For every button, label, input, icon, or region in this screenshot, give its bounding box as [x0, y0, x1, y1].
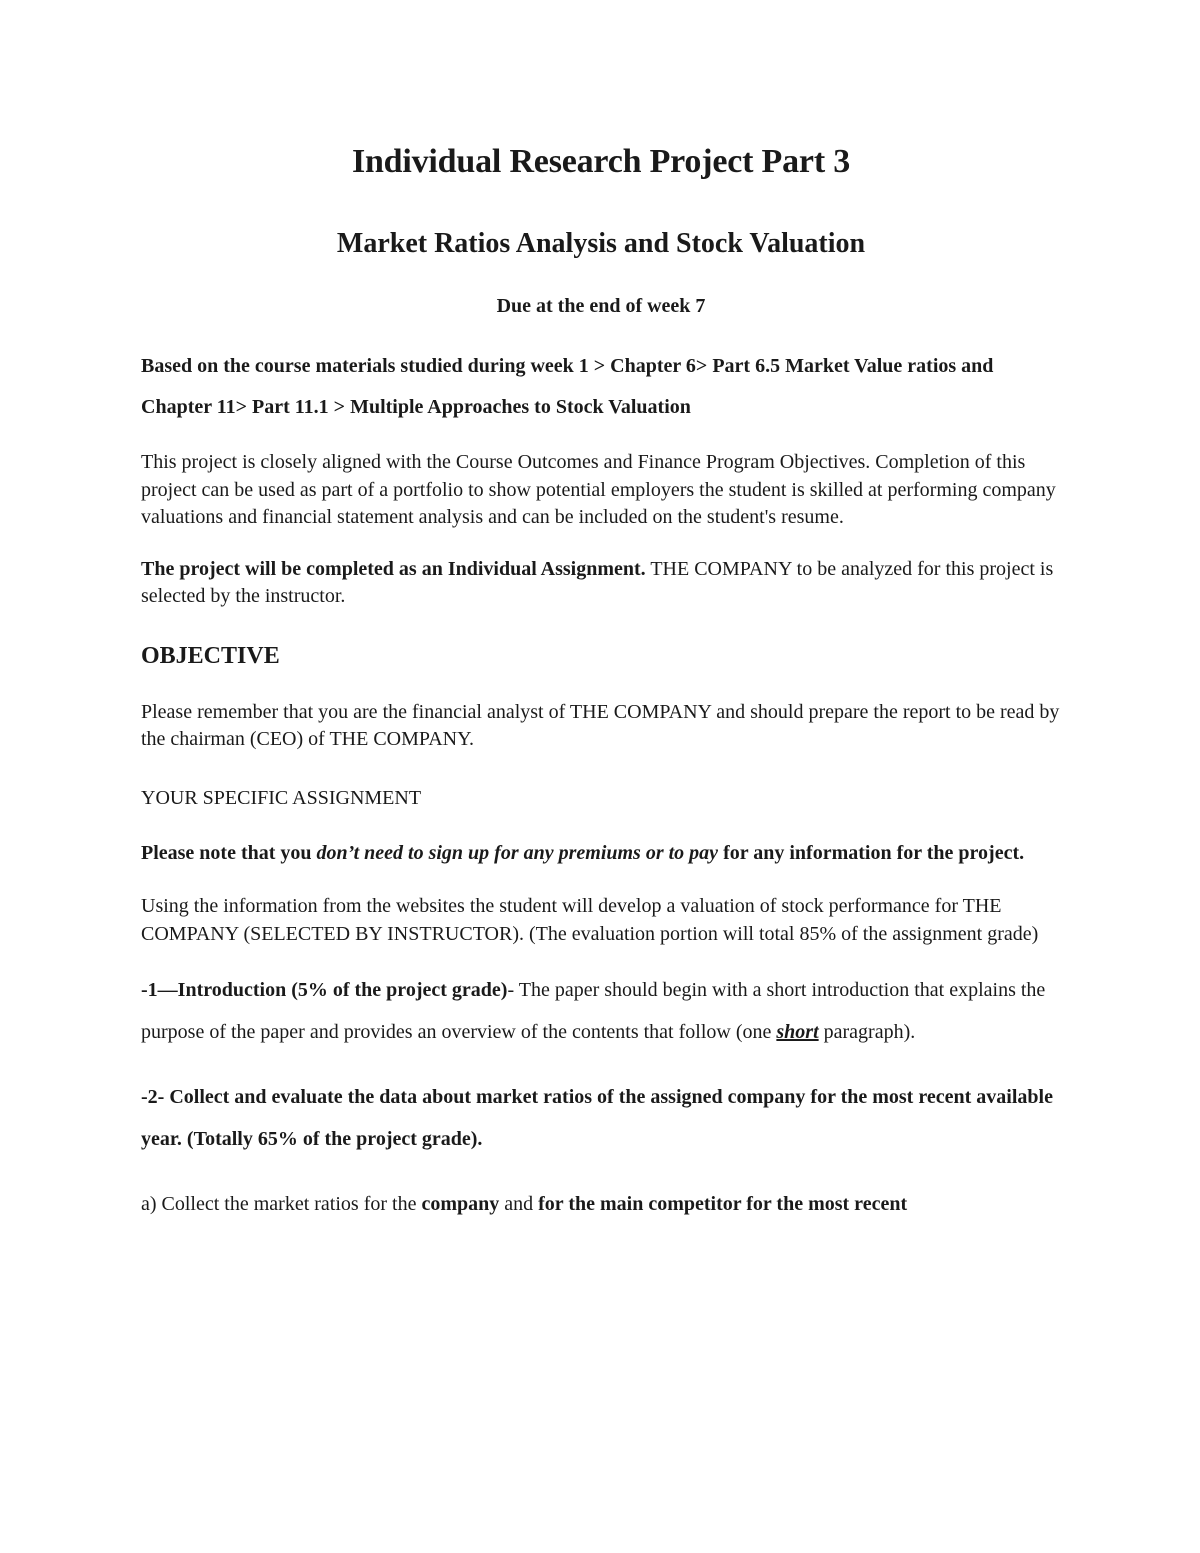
item-a-prefix: a) Collect the market ratios for the: [141, 1193, 422, 1215]
introduction-end: paragraph).: [818, 1020, 916, 1043]
item-a: [141, 1184, 1061, 1226]
collect-data-section: -2- Collect and evaluate the data about market ratios of the assigned company for the most recent available year. (Totally 65% of the project grade).: [141, 1086, 1053, 1150]
premium-note-start: Please note that you: [141, 841, 317, 864]
individual-assignment-text: THE COMPANY to be analyzed for this project is selected by the instructor.: [141, 557, 1054, 607]
project-alignment-paragraph: This project is closely aligned with the Course Outcomes and Finance Program Objectives. Completion of this project can be used as part of a portfolio to show potential employers the student is skilled at performing company valuations and financial statement analysis and can be included on the student's resume.: [141, 451, 1056, 528]
introduction-label: -1—Introduction (5% of the project grade): [141, 979, 508, 1001]
objective-heading: OBJECTIVE: [141, 642, 280, 669]
document-body: [141, 138, 1061, 1226]
premium-note: [141, 840, 1061, 868]
document-title: Individual Research Project Part 3: [351, 143, 851, 180]
item-a-competitor: for the main competitor for the most recent: [538, 1193, 908, 1215]
due-date: Due at the end of week 7: [496, 295, 706, 317]
introduction-text: - The paper should begin with a short introduction that explains the purpose of the paper and provides an overview of the contents that follow (one: [141, 979, 1046, 1043]
course-materials-reference: Based on the course materials studied during week 1 > Chapter 6> Part 6.5 Market Value ratios and Chapter 11> Part 11.1 > Multiple Approaches to Stock Valuation: [141, 355, 994, 418]
objective-paragraph: Please remember that you are the financial analyst of THE COMPANY and should prepare the report to be read by the chairman (CEO) of THE COMPANY.: [141, 700, 1060, 750]
premium-note-end: for any information for the project.: [718, 841, 1025, 864]
individual-assignment-bold: The project will be completed as an Individual Assignment.: [141, 557, 646, 580]
item-a-company: company: [421, 1193, 500, 1215]
introduction-section: [141, 970, 1061, 1053]
document-subtitle: Market Ratios Analysis and Stock Valuation: [336, 228, 866, 259]
valuation-paragraph: Using the information from the websites the student will develop a valuation of stock performance for THE COMPANY (SELECTED BY INSTRUCTOR). (The evaluation portion will total 85% of the assignment grade): [141, 895, 1039, 945]
specific-assignment-heading: YOUR SPECIFIC ASSIGNMENT: [141, 786, 422, 809]
premium-note-italic: don’t need to sign up for any premiums or to pay: [316, 841, 719, 864]
introduction-emphasis: short: [776, 1020, 819, 1043]
individual-assignment-paragraph: [141, 556, 1061, 611]
item-a-mid: and: [499, 1193, 539, 1215]
